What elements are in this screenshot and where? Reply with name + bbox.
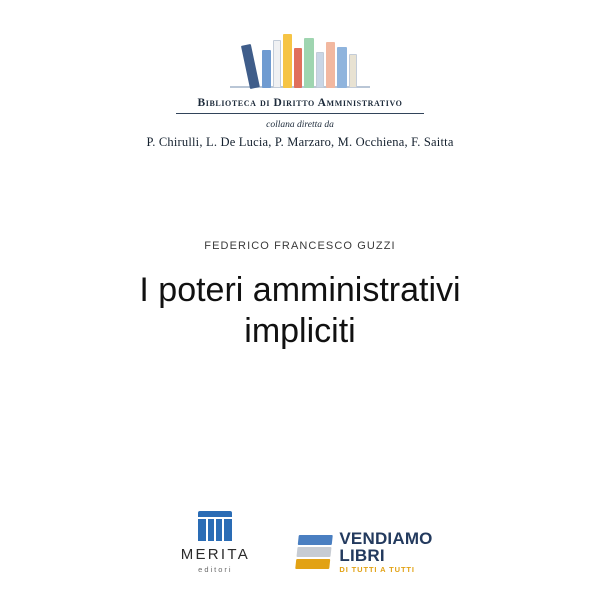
publisher-logo (167, 511, 263, 574)
book-spine (241, 44, 260, 89)
book-spine (349, 54, 357, 88)
author-name: FEDERICO FRANCESCO GUZZI (204, 240, 396, 252)
book-spine (304, 38, 314, 88)
publisher-tagline: editori (198, 565, 233, 574)
book-spine (262, 50, 271, 88)
cover-footer (0, 511, 600, 574)
partner-bar (296, 559, 331, 569)
partner-line-1: VENDIAMO (339, 528, 433, 548)
book-title-line-2: impliciti (244, 312, 356, 351)
vendiamo-libri-bars-icon (296, 535, 334, 569)
book-spine (294, 48, 302, 88)
stacked-books-icon (230, 28, 370, 88)
book-spine (283, 34, 292, 88)
partner-logo (297, 526, 432, 574)
partner-line-2: LIBRI (339, 546, 385, 566)
series-divider (176, 113, 424, 114)
publisher-name: MERITA (180, 546, 251, 563)
partner-bar (297, 547, 332, 557)
series-editors: P. Chirulli, L. De Lucia, P. Marzaro, M. Occhiena, F. Saitta (146, 135, 454, 149)
partner-bar (298, 535, 333, 545)
book-title-line-1: I poteri amministrativi (139, 271, 461, 309)
book-spine (326, 42, 335, 88)
partner-text (339, 530, 432, 574)
book-spine (273, 40, 281, 88)
merita-book-icon (198, 511, 232, 541)
partner-line-3: DI TUTTI A TUTTI (339, 565, 415, 575)
series-emblem (0, 28, 600, 150)
series-title: Biblioteca di Diritto Amministrativo (197, 97, 403, 109)
book-title (0, 270, 600, 353)
book-spine (337, 47, 347, 88)
series-subtitle: collana diretta da (266, 120, 334, 130)
book-spine (316, 52, 324, 88)
